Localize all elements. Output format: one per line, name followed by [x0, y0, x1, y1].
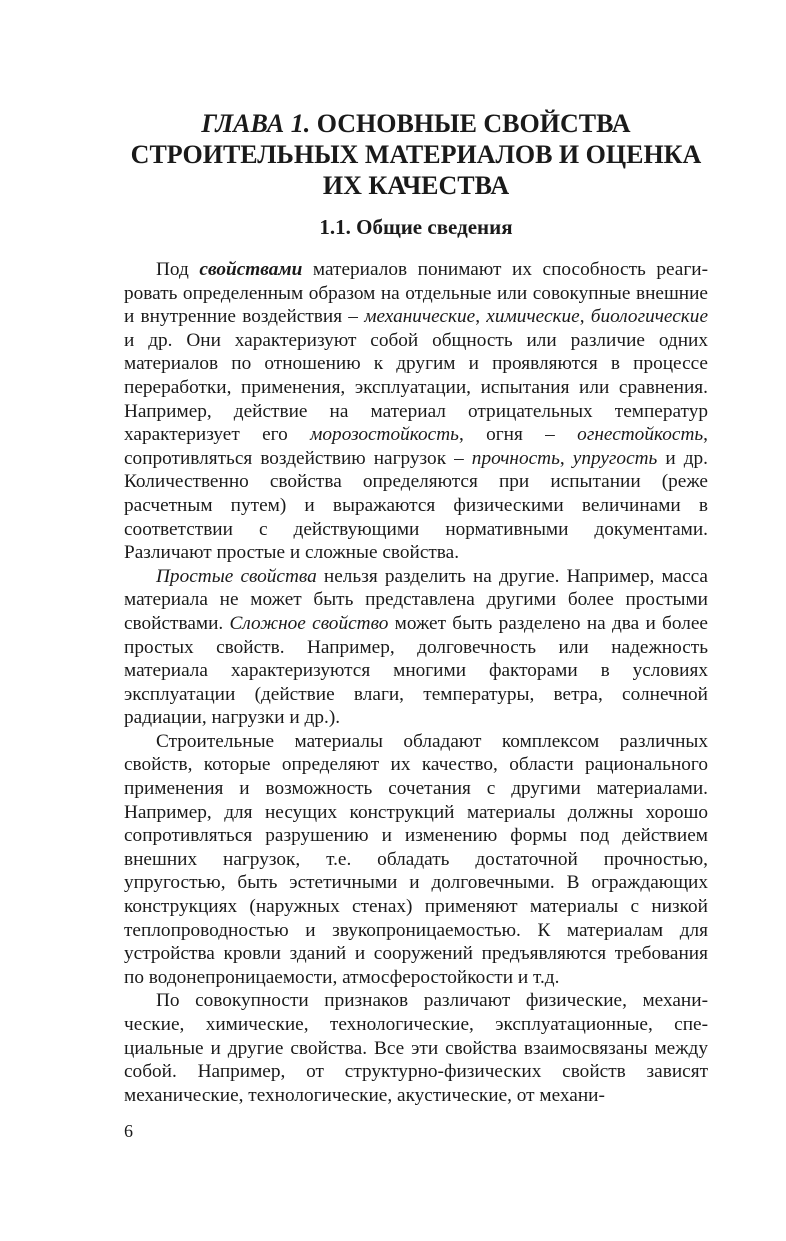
- chapter-title: [96, 108, 736, 201]
- section-heading: 1.1. Общие сведения: [319, 215, 513, 239]
- term-mechanical: механические: [364, 306, 476, 328]
- term-strength: прочность: [471, 447, 560, 469]
- paragraph-properties-definition: Под свойствами материалов понимают их способность реагировать определенным образом на отдельные или совокупные внешние и внутренние воздействия – механические, химические, биологические и др. Они характеризуют собой общность или различие одних материалов по отношению к другим и проявляются в процессе переработки, применения, эксплуатации, испытания или сравнения. Например, действие на материал отрицательных температур характеризует его морозостойкость, огня – огнестойкость, сопротивляться воздействию нагрузок – прочность, упругость и др. Количественно свойства определяются при испытании (реже расчетным путем) и выражаются физическими величинами в соответствии с действующими нормативными документами. Различают простые и сложные свойства.: [124, 259, 709, 564]
- term-biological: биологические: [590, 306, 709, 328]
- chapter-title-line-2: СТРОИТЕЛЬНЫХ МАТЕРИАЛОВ И ОЦЕНКА: [130, 140, 702, 169]
- term-simple-properties: Простые свойства: [156, 565, 317, 587]
- term-fire-resistance: огнестойкость: [577, 424, 704, 446]
- term-properties: свойствами: [199, 259, 303, 280]
- term-chemical: химические: [486, 306, 580, 328]
- body-text: [124, 258, 708, 1107]
- chapter-title-line-3: ИХ КАЧЕСТВА: [322, 171, 510, 200]
- term-elasticity: упругость: [572, 447, 658, 469]
- chapter-title-line-1: ОСНОВНЫЕ СВОЙСТВА: [316, 109, 631, 138]
- page-number: 6: [124, 1121, 133, 1141]
- chapter-label: ГЛАВА 1.: [201, 109, 311, 138]
- paragraph-simple-complex: Простые свойства нельзя разделить на другие. Например, масса материала не может быть представлена другими более простыми свойствами. Сложное свойство может быть разделено на два и более простых свойств. Например, долговечность или надежность материала характеризуются многими факторами в условиях эксплуатации (действие влаги, температуры, ветра, солнечной радиации, нагрузки и др.).: [124, 565, 708, 729]
- term-complex-property: Сложное свойство: [229, 612, 389, 634]
- paragraph-property-groups: По совокупности признаков различают физические, механические, химические, технологические, эксплуатационные, специальные и другие свойства. Все эти свойства взаимосвязаны между собой. Например, от структурно-физических свойств зависят механические, технологические, акустические, от механи-: [124, 990, 708, 1106]
- paragraph-building-materials: Строительные материалы обладают комплексом различных свойств, которые определяют их качество, области рационального применения и возможность сочетания с другими материалами. Например, для несущих конструкций материалы должны хорошо сопротивляться разрушению и изменению формы под действием внешних нагрузок, т.е. обладать достаточной прочностью, упругостью, быть эстетичными и долговечными. В ограждающих конструкциях (наружных стенах) применяют материалы с низкой теплопроводностью и звукопроницаемостью. К материалам для устройства кровли зданий и сооружений предъявляются требования по водонепроницаемости, атмосферостойкости и т.д.: [124, 730, 708, 988]
- term-frost-resistance: морозостойкость: [310, 424, 459, 446]
